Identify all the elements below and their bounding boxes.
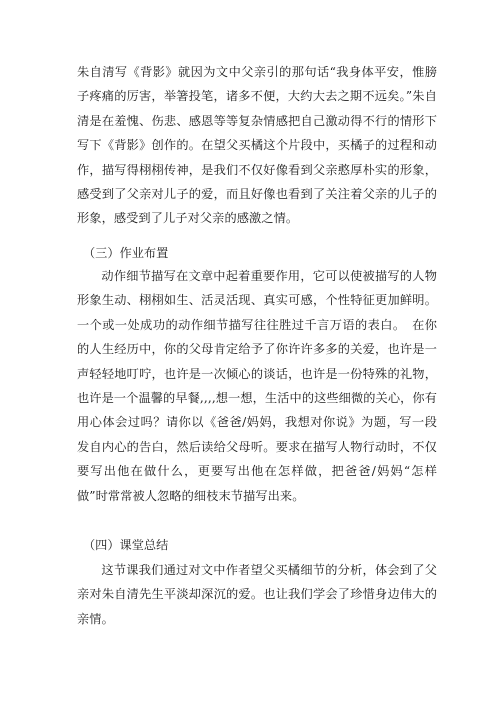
section-heading-summary: （四）课堂总结: [83, 538, 169, 552]
paragraph-2: 动作细节描写在文章中起着重要作用，它可以使被描写的人物形象生动、栩栩如生、活灵活现、真实可感，个性特征更加鲜明。一个或一处成功的动作细节描写往往胜过千言万语的表白。 在你的人生经历中，你的父母肯定给予了你许许多多的关爱，也许是一声轻轻地叮咛，也许是一次倾心的谈话，也许是一份特殊的礼物，也许是一个温馨的早餐,,,,想一想，生活中的这些细微的关心，你有用心体会过吗？请你以《爸爸/妈妈，我想对你说》为题，写一段发自内心的告白，然后读给父母听。要求在描写人物行动时，不仅要写出他在做什么，更要写出他在怎样做，把爸爸/妈妈“怎样做”时常常被人忽略的细枝末节描写出来。: [77, 269, 437, 503]
paragraph-3: 这节课我们通过对文中作者望父买橘细节的分析，体会到了父亲对朱自清先生平淡却深沉的爱。也让我们学会了珍惜身边伟大的亲情。: [77, 563, 437, 626]
paragraph-1: 朱自清写《背影》就因为文中父亲引的那句话“我身体平安，惟膀子疼痛的厉害，举箸投笔，诸多不便，大约大去之期不远矣。”朱自清是在羞愧、伤悲、感恩等等复杂情感把自己激动得不行的情形下写下《背影》创作的。在望父买橘这个片段中，买橘子的过程和动作，描写得栩栩传神，是我们不仅好像看到父亲憨厚朴实的形象，感受到了父亲对儿子的爱，而且好像也看到了关注着父亲的儿子的形象，感受到了儿子对父亲的感激之情。: [77, 65, 437, 226]
section-heading-homework: （三）作业布置: [83, 246, 169, 260]
